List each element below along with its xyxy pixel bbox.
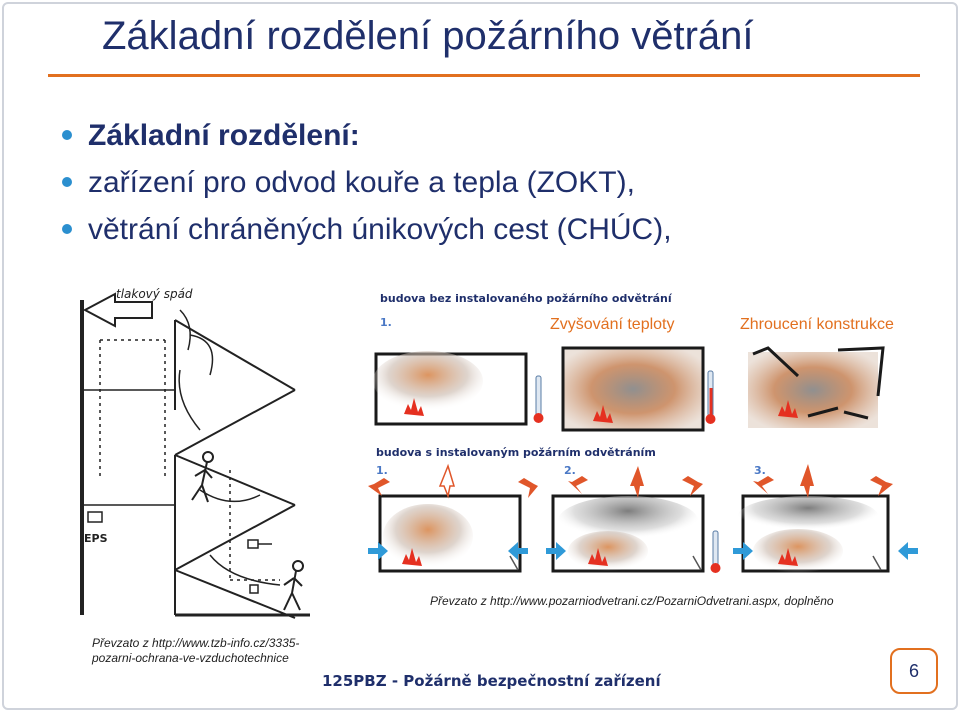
scene-top-1 [373,351,526,424]
fire-ventilation-diagram [368,286,928,586]
bullet-dot-icon [62,177,72,187]
bullet-dot-icon [62,130,72,140]
stairwell-pressure-diagram [80,280,310,620]
bullet-text: větrání chráněných únikových cest (CHÚC), [88,213,672,246]
evacuee-figure-upper [192,452,213,502]
scene-top-3 [748,348,883,428]
smoke-exhaust-arrows [368,464,893,498]
heading-without-ventilation: budova bez instalovaného požárního odvětrání [380,292,672,305]
slide-title: Základní rozdělení požárního větrání [102,14,754,58]
credit-line: Převzato z http://www.tzb-info.cz/3335- [92,636,300,650]
evacuee-figure-lower [284,561,303,610]
bullet-item-chuc [58,206,672,253]
scene-top-2 [563,348,703,430]
image-credit-right: Převzato z http://www.pozarniodvetrani.cz/PozarniOdvetrani.aspx, doplněno [430,594,834,608]
step-number: 3. [754,464,766,477]
step-number: 1. [376,464,388,477]
thermometer-icon [706,371,716,424]
thermometer-icon [534,376,544,423]
title-underline [48,74,920,77]
bullet-text: zařízení pro odvod kouře a tepla (ZOKT), [88,166,635,199]
bullet-item-zokt [58,159,672,206]
pressure-gradient-label: tlakový spád [116,287,193,301]
temperature-rise-label: Zvyšování teploty [550,316,675,333]
credit-line: pozarni-ochrana-ve-vzduchotechnice [92,651,289,665]
bullet-dot-icon [62,224,72,234]
page-number-badge [890,648,938,694]
step-number: 1. [380,316,392,329]
eps-label: EPS [84,532,108,545]
bullet-list [58,112,672,253]
page-number: 6 [908,660,919,681]
fire-scenes [368,336,928,586]
footer-course-title: 125PBZ - Požárně bezpečnostní zařízení [322,672,661,690]
image-credit-left [92,636,299,666]
heading-with-ventilation: budova s instalovaným požárním odvětráním [376,446,656,459]
scene-bottom-1 [380,496,520,571]
step-number: 2. [564,464,576,477]
scene-bottom-3 [738,496,888,573]
bullet-text: Základní rozdělení: [88,119,360,152]
bullet-item-heading [58,112,672,159]
structure-collapse-label: Zhroucení konstrukce [740,316,894,333]
